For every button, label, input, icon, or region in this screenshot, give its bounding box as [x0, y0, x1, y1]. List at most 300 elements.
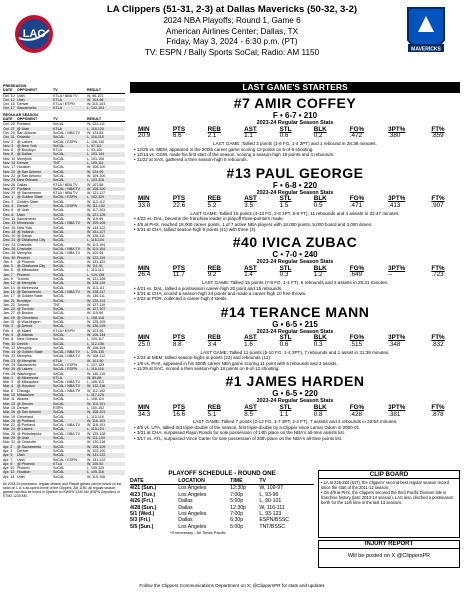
schedule-cell: @ Brooklyn — [17, 148, 36, 153]
player-note: • 12/14 vs. GSW, made his first start of the season, scoring a season-high 18 points and 4 rebounds. — [134, 152, 460, 157]
schedule-cell: Apr. 10 — [3, 466, 15, 471]
playoff-cell: Los Angeles — [178, 491, 207, 498]
schedule-cell: L, 115-124 — [87, 427, 104, 432]
injury-report — [318, 540, 460, 568]
schedule-cell: SoCAL — [53, 410, 65, 415]
schedule-cell: SoCAL — [53, 152, 65, 157]
schedule-cell: Nov. 8 — [3, 152, 14, 157]
schedule-cell: @ Atlanta — [17, 332, 33, 337]
stat-value: .428 — [349, 410, 363, 418]
stat-value: 0.5 — [313, 201, 323, 209]
schedule-cell: W, 115-96 — [87, 311, 104, 316]
schedule-cell: SoCAL — [53, 234, 65, 239]
stat-value: .907 — [431, 201, 444, 209]
playoff-cell: Los Angeles — [178, 523, 207, 530]
player-block — [130, 96, 460, 163]
schedule-cell: SoCAL — [53, 436, 65, 441]
clip-board-item: • LA at 226-284 (517), the Clippers' second-best regular season record since the start of the 2011-12 season. — [321, 480, 457, 490]
schedule-cell: Sacramento — [17, 363, 37, 367]
preseason-heading: PRESEASON — [3, 84, 27, 88]
schedule-cell: Dec. 15 — [3, 225, 16, 230]
stat-header: BLK — [313, 334, 327, 342]
schedule-cell: L, 129-138 — [87, 272, 105, 277]
schedule-cell: SoCAL / NBA TV — [53, 289, 80, 294]
schedule-cell: Feb. 14 — [3, 350, 16, 355]
player-block — [130, 374, 460, 441]
starters-section — [130, 82, 460, 441]
schedule-cell: Denver — [17, 102, 29, 107]
schedule-row — [3, 475, 125, 479]
stat-header: PTS — [172, 195, 186, 203]
schedule-cell: W, 125-114 — [87, 298, 106, 303]
schedule-cell: W, 100-94 — [87, 251, 104, 256]
schedule-cell: SoCAL / NBA TV — [53, 380, 80, 385]
schedule-cell: Dec. 13 — [3, 221, 16, 226]
season-stats-label: 2023-24 Regular Season Stats — [256, 189, 334, 196]
schedule-cell: W, 111-91 — [87, 264, 103, 269]
stat-value: 33.8 — [138, 201, 151, 209]
schedule-cell: @ Milwaukee — [17, 268, 39, 273]
schedule-cell: L, 107-123 — [87, 363, 105, 367]
schedule-cell: @ Utah — [17, 126, 30, 131]
schedule-cell: TNT — [53, 161, 60, 166]
game-broadcast: TV: ESPN / Bally Sports SoCal; Radio: AM 1150 — [144, 47, 320, 57]
schedule-cell: KTLA / ESPN — [53, 328, 75, 333]
schedule-cell: SoCAL / NBA TV — [53, 354, 80, 359]
stat-header: STL — [279, 403, 292, 411]
schedule-cell: Brooklyn — [17, 298, 31, 303]
schedule-cell: SoCAL — [53, 294, 65, 299]
schedule-cell: SoCAL — [53, 401, 65, 406]
schedule-cell: Dec. 6 — [3, 208, 14, 213]
stat-value: 1.5 — [279, 201, 289, 209]
schedule-cell: L, 110-118 — [87, 414, 104, 419]
schedule-cell: Phoenix — [17, 466, 30, 471]
playoff-cell: L, 93-96 — [259, 491, 279, 498]
schedule-cell: San Antonio — [17, 130, 37, 135]
schedule-cell: Apr. 7 — [3, 457, 13, 462]
schedule-cell: SoCAL — [53, 178, 65, 183]
schedule-cell: Mar. 15 — [3, 405, 15, 410]
schedule-cell: L, 116-134 — [87, 238, 104, 243]
schedule-cell: SoCAL / ESPN — [53, 195, 78, 200]
schedule-cell: @ San Antonio — [17, 169, 42, 174]
game-title: LA Clippers (51-31, 2-3) at Dallas Mavericks (50-32, 3-2) — [106, 4, 358, 15]
schedule-cell: Dec. 23 — [3, 242, 16, 247]
schedule-cell: SoCAL — [53, 169, 65, 174]
schedule-cell: L, 106-110 — [87, 397, 104, 402]
player-block — [130, 305, 460, 372]
player-stats-table — [130, 196, 460, 210]
stat-value: .859 — [431, 132, 444, 140]
schedule-cell: Dec. 20 — [3, 234, 16, 239]
schedule-cell: SoCAL — [53, 444, 65, 449]
schedule-cell: Nov. 26 — [3, 182, 16, 187]
schedule-cell: SoCAL / NBA TV — [53, 388, 80, 393]
schedule-cell: W, 108-112 — [87, 354, 106, 359]
schedule-cell: W, 103-95 — [87, 328, 104, 333]
schedule-cell: @ Utah — [17, 208, 30, 213]
stat-header: FT% — [431, 264, 445, 272]
schedule-cell: @ Portland — [17, 418, 36, 423]
schedule-cell: @ Lakers — [17, 139, 33, 144]
footer-text: Follow the Clippers Communications Department on X: @ClippersPR for stats and updates — [139, 583, 325, 588]
schedule-cell: SoCAL — [53, 427, 65, 432]
schedule-cell: W, 128-117 — [87, 289, 106, 294]
schedule-cell: W, 126-111 — [87, 234, 105, 239]
schedule-cell: SoCAL — [53, 320, 65, 325]
schedule-cell: Apr. 2 — [3, 444, 13, 449]
schedule-cell: Apr. 9 — [3, 461, 13, 466]
stat-header: MIN — [138, 195, 150, 203]
schedule-cell: KTLA — [53, 358, 62, 363]
schedule-cell: Mar. 1 — [3, 375, 13, 380]
schedule-cell: @ Lakers — [17, 427, 33, 432]
schedule-cell: W, 128-119 — [87, 281, 106, 286]
schedule-cell: SoCAL — [53, 268, 65, 273]
schedule-cell: SoCAL — [53, 264, 65, 269]
schedule-cell: @ Sacramento — [17, 191, 42, 196]
last-game-line: LAST GAME: Tallied 15 points (4-13 FG, 2-8 3PT, 5-6 FT), 11 rebounds and 4 assists in 32:47 minutes. — [190, 210, 400, 216]
schedule-cell: SoCAL — [53, 165, 65, 170]
schedule-cell: @ Dallas — [17, 152, 32, 157]
stat-header: BLK — [313, 264, 327, 272]
schedule-cell: KTLA — [53, 126, 62, 131]
schedule-cell: TNT — [53, 302, 60, 307]
schedule-cell: L, 113-113 — [87, 268, 104, 273]
schedule-cell: Memphis — [17, 354, 32, 359]
schedule-cell: SoCAL — [53, 448, 65, 453]
schedule-cell: Denver — [17, 204, 29, 209]
player-note: • 11/29 at SAC, scored a then season-high 18 points on 8-of-12 shooting. — [134, 366, 460, 371]
schedule-cell: Detroit — [17, 341, 28, 346]
stat-value: .723 — [431, 271, 444, 279]
schedule-cell: Phoenix — [17, 255, 30, 260]
schedule-cell: @ Washington — [17, 320, 41, 325]
schedule-cell: Apr. 5 — [3, 453, 13, 458]
schedule-cell: Feb. 10 — [3, 341, 16, 346]
schedule-cell: SoCAL — [53, 208, 65, 213]
stat-value: 26.4 — [138, 271, 151, 279]
stat-value: 1.2 — [313, 271, 323, 279]
schedule-cell: Charlotte — [17, 242, 32, 247]
schedule-cell: Memphis — [17, 156, 32, 161]
schedule-cell: Jan. 5 — [3, 268, 13, 273]
stat-value: 1.1 — [244, 132, 253, 140]
schedule-cell: Washington — [17, 371, 36, 376]
schedule-cell: Nov. 24 — [3, 178, 16, 183]
schedule-cell: @ Lakers — [17, 367, 33, 372]
schedule-cell: SoCAL — [53, 440, 65, 445]
schedule-cell: SoCAL — [53, 311, 65, 316]
stat-value: .471 — [349, 201, 363, 209]
schedule-cell: Jan. 7 — [3, 272, 13, 277]
schedule-cell: SoCAL — [53, 242, 65, 247]
player-note: • 2/23 at MEM, tallied season-highs in points (23) and rebounds (12). — [134, 355, 460, 360]
schedule-cell: Jan. 1 — [3, 259, 13, 264]
schedule-cell: Dec. 21 — [3, 238, 16, 243]
stat-header: FT% — [431, 125, 445, 133]
schedule-cell: W, 105-109 — [87, 444, 106, 449]
player-note: • 3/31 at CHA, surpassed Rajon Rondo for sole possession of 14th place on the NBA's all-time assists list. — [134, 430, 460, 435]
schedule-cell: W, 124-99 — [87, 169, 104, 174]
stat-value: .832 — [431, 341, 444, 349]
stat-value: 0.6 — [279, 132, 289, 140]
playoff-schedule-table: DATE LOCATION TIME TV 4/21 (Sun.) Los Angeles 12:30p W, 109-97 4/23 (Tue.) Los Angeles 7:00p L, 93-96 4/26 (Fri.) Dallas 5:00p L, 90-101 4/28 (Sun.) Dallas 12:30p W, 116-111 5/1 (Wed.) Los Angeles 7:00p L, 93-123 5/3 (Fri.) Dallas 6:30p ESPN/BSSC 5/5 (Sun.) Los Angeles 5:00p TNT/BSSC *If necessary - All Times Pacific — [130, 478, 314, 537]
stat-header: AST — [244, 195, 257, 203]
playoff-cell: 4/28 (Sun.) — [130, 504, 157, 511]
schedule-cell: W, 131-122 — [87, 457, 106, 462]
schedule-cell: @ Sacramento — [17, 444, 42, 449]
schedule-cell: Cleveland — [17, 414, 33, 419]
stat-header: FG% — [349, 264, 365, 272]
schedule-cell: Dec. 28 — [3, 251, 16, 256]
schedule-cell: W, 136-125 — [87, 324, 106, 329]
player-notes — [130, 216, 460, 232]
schedule-cell: SoCAL / ESPN — [53, 204, 78, 209]
stat-value: 1.6 — [244, 341, 253, 349]
game-date: Friday, May 3, 2024 - 6:30 p.m. (PT) — [166, 37, 298, 46]
playoff-cell: 7:00p — [230, 491, 244, 498]
schedule-cell: Nov. 3 — [3, 143, 14, 148]
schedule-cell: Utah — [17, 97, 25, 102]
schedule-cell: @ Memphis — [17, 281, 37, 286]
schedule-cell: Denver — [17, 405, 29, 410]
playoff-cell: W, 116-111 — [259, 504, 285, 511]
schedule-cell: SoCAL — [53, 173, 65, 178]
schedule-cell: @ Phoenix — [17, 259, 35, 264]
schedule-cell: Nov. 14 — [3, 161, 16, 166]
schedule-cell: Jan. 21 — [3, 298, 15, 303]
schedule-cell: W, 121-117 — [87, 191, 106, 196]
schedule-cell: SoCAL — [53, 216, 65, 221]
stat-value: 0.8 — [313, 410, 323, 418]
player-name: #7 AMIR COFFEY — [233, 95, 357, 111]
schedule-cell: L, 117-124 — [87, 393, 104, 398]
stat-header: AST — [244, 403, 257, 411]
last-game-line: LAST GAME: Tallied 11 points (5-10 FG, 1-4 3PT), 7 rebounds and 1 assist in 31:39 minutes. — [200, 349, 390, 355]
schedule-cell: SoCAL — [53, 332, 65, 337]
schedule-cell: Atlanta — [17, 397, 29, 402]
schedule-cell: @ Oklahoma City — [17, 264, 46, 269]
stat-value: .472 — [349, 132, 363, 140]
stat-header: FG% — [349, 125, 365, 133]
schedule-cell: KTLA — [53, 106, 62, 111]
schedule-cell: @ Minnesota — [17, 285, 39, 290]
schedule-cell: SoCAL — [53, 272, 65, 277]
schedule-cell: SoCAL — [53, 414, 65, 419]
schedule-cell: Feb. 26 — [3, 367, 16, 372]
schedule-cell: Mar. 4 — [3, 384, 13, 389]
schedule-cell: New York — [17, 225, 33, 230]
stat-value: 1.1 — [279, 410, 289, 418]
stat-value: 22.6 — [172, 201, 186, 209]
schedule-cell: L, 116-118 — [87, 135, 104, 140]
schedule-cell: L, 115-116 — [87, 367, 104, 372]
stat-value: 8.8 — [172, 341, 182, 349]
stat-header: AST — [244, 264, 257, 272]
schedule-cell: Feb. 23 — [3, 358, 16, 363]
schedule-cell: Nov. 27 — [3, 186, 16, 191]
schedule-cell: W, 101-90 — [87, 358, 104, 363]
schedule-cell: Mar. 16 — [3, 410, 15, 415]
playoff-schedule-title: PLAYOFF SCHEDULE - ROUND ONE — [168, 470, 276, 477]
player-notes — [130, 286, 460, 302]
schedule-cell: Dec. 11 — [3, 216, 16, 221]
schedule-cell: Jan. 29 — [3, 315, 15, 320]
schedule-cell: Dec. 8 — [3, 212, 14, 217]
stat-header: REB — [207, 125, 221, 133]
schedule-cell: W, 123-83 — [87, 130, 104, 135]
schedule-cell: @ Golden State — [17, 294, 43, 299]
playoff-cell: Dallas — [178, 517, 193, 524]
schedule-cell: @ Memphis — [17, 358, 37, 363]
schedule-cell: W, 113-104 — [87, 242, 106, 247]
stat-value: 34.3 — [138, 410, 151, 418]
schedule-cell: Nov. 6 — [3, 148, 14, 153]
stat-value: 0.6 — [279, 341, 289, 349]
schedule-cell: W, 130-118 — [87, 440, 106, 445]
schedule-cell: W, 151-127 — [87, 229, 106, 234]
schedule-cell: SoCAL / ESPN — [53, 139, 78, 144]
schedule-cell: Mar. 19 — [3, 414, 15, 419]
schedule-cell: KTLA — [53, 97, 62, 102]
schedule-cell: W, 111-104 — [87, 436, 105, 441]
schedule-cell: SoCAL — [53, 277, 65, 282]
schedule-cell: SoCAL / NBA TV — [53, 130, 80, 135]
schedule-cell: W, 110-106 — [87, 474, 106, 479]
schedule-cell: SoCAL — [53, 156, 65, 161]
player-note: • 3/23 at POR, collected a career-high 4 steals. — [134, 296, 460, 301]
schedule-cell: Oct. 25 — [3, 122, 15, 127]
player-name: #13 PAUL GEORGE — [226, 164, 364, 181]
schedule-cell: @ New York — [17, 143, 37, 148]
schedule-cell: W, 123-111 — [87, 122, 105, 127]
schedule-cell: W, 96-101 — [87, 93, 104, 98]
schedule-cell: Chicago — [17, 388, 31, 393]
schedule-cell: W, 144-122 — [87, 225, 106, 230]
playoff-cell: Dallas — [178, 498, 193, 505]
stat-header: 3PT% — [388, 264, 406, 272]
schedule-cell: SoCAL — [53, 281, 65, 286]
schedule-cell: Dallas — [17, 182, 27, 187]
player-note: • 4/23 vs. DAL, became the franchise leader in playoff three-pointers made. — [134, 216, 460, 221]
schedule-cell: @ Boston — [17, 311, 33, 316]
stat-value: 6.6 — [172, 132, 182, 140]
schedule-cell: SoCAL / NBA TV — [53, 186, 80, 191]
clippers-logo — [14, 14, 54, 54]
schedule-cell: Jan. 12 — [3, 281, 15, 286]
player-stats-table — [130, 127, 460, 141]
schedule-cell: W, 121-105 — [87, 212, 106, 217]
player-note: • 4/21 vs. DAL, tallied a postseason career-high 20 point and 15 rebounds. — [134, 286, 460, 291]
player-block — [130, 235, 460, 302]
schedule-cell: Memphis — [17, 251, 32, 256]
player-note: • 4/5 vs. UTA, tallied 3rd triple-double of the season, first triple-double by a Clipper since Lamar Odom in 2000-01. — [134, 425, 460, 430]
schedule-cell: W, 105-92 — [87, 461, 104, 466]
schedule-cell: @ Detroit — [17, 324, 33, 329]
player-stats-table — [130, 266, 460, 280]
playoff-cell: Dallas — [178, 504, 193, 511]
schedule-cell: Sacramento — [17, 216, 37, 221]
schedule-cell: Utah — [17, 457, 25, 462]
player-notes — [130, 355, 460, 371]
stat-header: FT% — [431, 403, 445, 411]
schedule-cell: L, 105-125 — [87, 466, 105, 471]
schedule-cell: W, 113-104 — [87, 246, 106, 251]
stat-header: PTS — [172, 264, 186, 272]
schedule-cell: W, 110-103 — [87, 102, 106, 107]
stat-header: PTS — [172, 403, 186, 411]
stat-header: AST — [244, 125, 257, 133]
schedule-cell: W, 130-111 — [87, 294, 105, 299]
last-game-line: LAST GAME: Tallied 7 points (2-12 FG, 1-7 3PT, 2-2 FT), 7 assists and 4 rebounds in 32:54 minutes. — [192, 419, 398, 425]
schedule-cell: Oct. 15 — [3, 102, 15, 107]
playoff-cell: Los Angeles — [178, 485, 207, 492]
schedule-cell: SoCAL / NBA TV — [53, 350, 80, 355]
playoff-cell: L, 90-101 — [259, 498, 282, 505]
injury-report-title: INJURY REPORT — [319, 541, 459, 549]
stat-value: 8.5 — [244, 410, 253, 418]
schedule-cell: L, 100-102 — [87, 405, 105, 410]
schedule-cell: Apr. 14 — [3, 474, 15, 479]
playoff-cell: TNT/BSSC — [259, 523, 285, 530]
player-stats-table — [130, 335, 460, 349]
schedule-cell: Oct. 31 — [3, 135, 15, 140]
season-stats-label: 2023-24 Regular Season Stats — [256, 120, 334, 126]
player-note: • 4/9 at PHX, reached 18,000 career points, 1 of 7 active NBA players with 18,000 points, 5,000 board and 3,000 dimes. — [134, 222, 460, 227]
schedule-cell: @ Cleveland — [17, 315, 38, 320]
stat-value: .380 — [388, 132, 401, 140]
stat-header: STL — [279, 264, 292, 272]
stat-value: 5.1 — [207, 410, 217, 418]
schedule-cell: SoCAL — [53, 238, 65, 243]
schedule-cell: Feb. 25 — [3, 363, 16, 367]
schedule-cell: Utah — [17, 453, 25, 458]
schedule-cell: Toronto — [17, 302, 29, 307]
stat-value: 2.1 — [207, 132, 217, 140]
schedule-cell: W, 117-103 — [87, 208, 106, 213]
stat-header: 3PT% — [388, 125, 406, 133]
schedule-cell: SoCAL — [53, 337, 65, 342]
schedule-cell: Jan. 9 — [3, 277, 13, 282]
schedule-cell: W, 89-88 — [87, 375, 102, 380]
schedule-cell: W, 103-98 — [87, 97, 104, 102]
schedule-cell: W, 116-103 — [87, 418, 106, 423]
schedule-cell: Denver — [17, 161, 29, 166]
stat-value: 0.3 — [279, 271, 289, 279]
schedule-cell: Feb. 12 — [3, 345, 16, 350]
schedule-cell: SoCAL — [53, 199, 65, 204]
schedule-cell: SoCAL / NBA TV — [53, 423, 80, 428]
stat-value: .878 — [431, 410, 444, 418]
schedule-cell: L, 105-111 — [87, 161, 104, 166]
schedule-cell: W, 109-105 — [87, 221, 106, 226]
schedule-cell: Dec. 18 — [3, 229, 16, 234]
player-name: #14 TERANCE MANN — [220, 303, 370, 320]
schedule-cell: W, 125-109 — [87, 320, 106, 325]
schedule-cell: Dec. 2 — [3, 199, 14, 204]
playoff-cell: 5:00p — [230, 523, 244, 530]
schedule-cell: SoCAL — [53, 397, 65, 402]
schedule-cell: KTLA / NBA TV — [53, 93, 78, 98]
schedule-cell: Mar. 20 — [3, 418, 15, 423]
playoff-cell: 5/5 (Sun.) — [130, 523, 154, 530]
last-game-line: LAST GAME: Tallied 3 points (1-6 FG, 1-4 3PT) and 1 rebound in 28:38 minutes. — [213, 141, 377, 147]
schedule-cell: Portland — [17, 186, 31, 191]
schedule-cell: @ Minnesota — [17, 375, 39, 380]
schedule-cell: Oct. 27 — [3, 126, 15, 131]
